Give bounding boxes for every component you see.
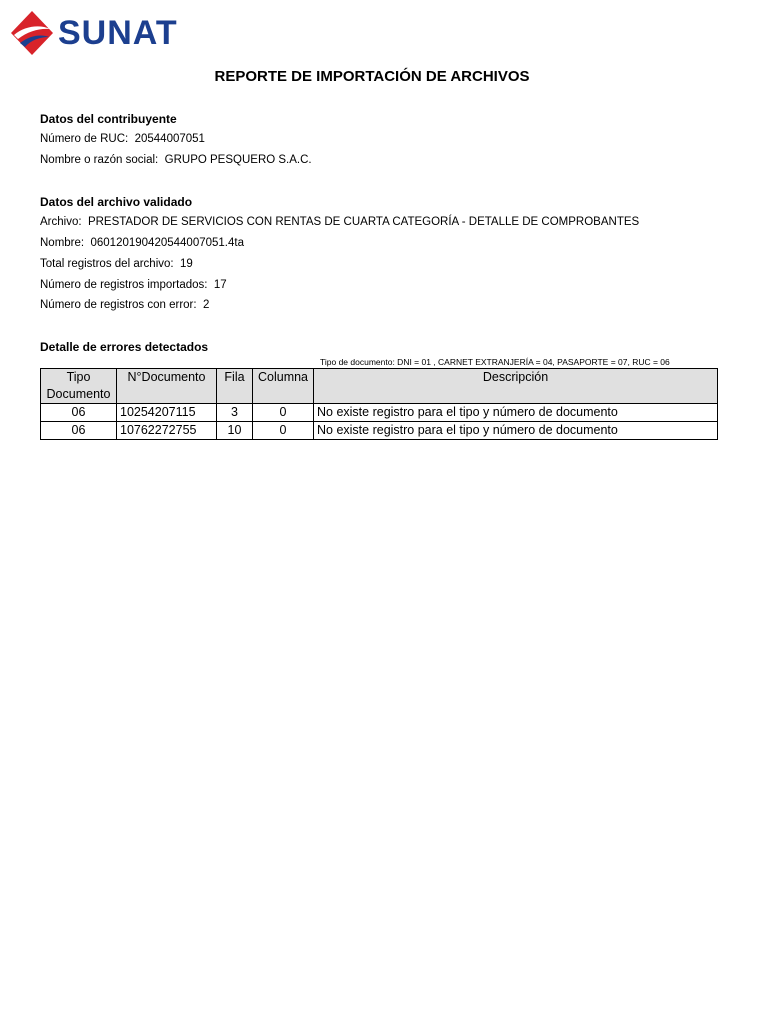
table-row [41, 404, 718, 422]
archivo-line [40, 216, 639, 228]
table-row [41, 422, 718, 440]
razon-social-value: GRUPO PESQUERO S.A.C. [164, 154, 312, 166]
errores-heading: Detalle de errores detectados [40, 340, 209, 354]
nombre-archivo-value: 060120190420544007051.4ta [90, 237, 244, 249]
cell-descripcion: No existe registro para el tipo y número de documento [314, 404, 718, 422]
nombre-archivo-label: Nombre: [40, 237, 85, 249]
archivo-label: Archivo: [40, 216, 82, 228]
cell-columna: 0 [253, 422, 314, 440]
sunat-emblem-icon [10, 10, 54, 56]
total-registros-line [40, 258, 193, 270]
razon-social-line [40, 154, 312, 166]
registros-importados-label: Número de registros importados: [40, 279, 208, 291]
registros-error-line [40, 299, 209, 311]
total-registros-value: 19 [179, 258, 193, 270]
cell-fila: 10 [217, 422, 253, 440]
sunat-logo-text: SUNAT [58, 14, 178, 52]
registros-importados-value: 17 [213, 279, 227, 291]
ruc-value: 20544007051 [134, 133, 205, 145]
ruc-line [40, 133, 205, 145]
header-tipo-line1: Tipo [66, 370, 91, 384]
header-documento: N°Documento [117, 369, 217, 404]
nombre-archivo-line [40, 237, 244, 249]
razon-social-label: Nombre o razón social: [40, 154, 159, 166]
errors-table-header-row [41, 369, 718, 404]
cell-columna: 0 [253, 404, 314, 422]
cell-documento: 10254207115 [117, 404, 217, 422]
registros-error-value: 2 [202, 299, 210, 311]
registros-importados-line [40, 279, 227, 291]
cell-descripcion: No existe registro para el tipo y número de documento [314, 422, 718, 440]
sunat-logo [10, 8, 210, 58]
total-registros-label: Total registros del archivo: [40, 258, 174, 270]
cell-fila: 3 [217, 404, 253, 422]
archivo-value: PRESTADOR DE SERVICIOS CON RENTAS DE CUARTA CATEGORÍA - DETALLE DE COMPROBANTES [87, 216, 640, 228]
header-tipo-documento [41, 369, 117, 404]
cell-tipo: 06 [41, 422, 117, 440]
contribuyente-heading: Datos del contribuyente [40, 112, 177, 126]
header-columna: Columna [253, 369, 314, 404]
header-tipo-line2: Documento [46, 387, 111, 401]
header-fila: Fila [217, 369, 253, 404]
report-title: REPORTE DE IMPORTACIÓN DE ARCHIVOS [214, 68, 530, 85]
registros-error-label: Número de registros con error: [40, 299, 197, 311]
ruc-label: Número de RUC: [40, 133, 129, 145]
tipo-documento-legend: Tipo de documento: DNI = 01 , CARNET EXTRANJERÍA = 04, PASAPORTE = 07, RUC = 06 [320, 357, 670, 367]
cell-tipo: 06 [41, 404, 117, 422]
errors-table [40, 368, 718, 440]
archivo-heading: Datos del archivo validado [40, 195, 193, 209]
header-descripcion: Descripción [314, 369, 718, 404]
cell-documento: 10762272755 [117, 422, 217, 440]
